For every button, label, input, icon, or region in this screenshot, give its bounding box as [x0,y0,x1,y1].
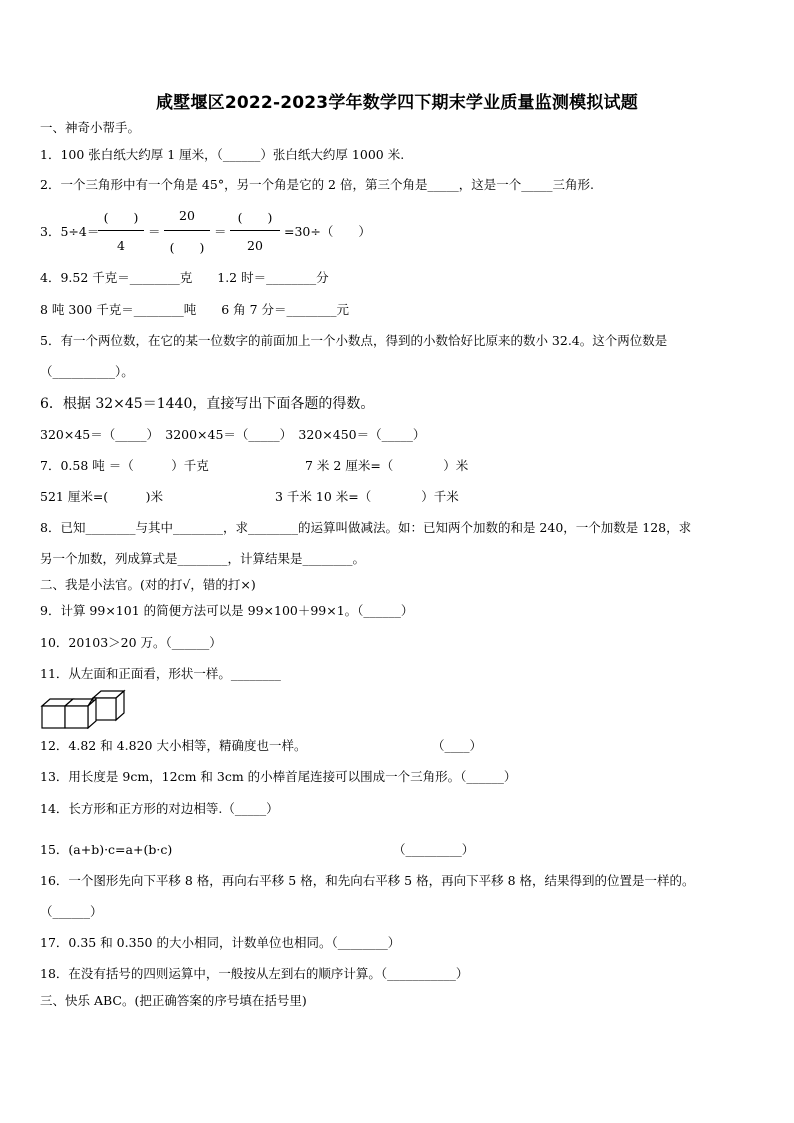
fraction-1-numerator: ( ) [103,210,139,225]
q3-equals-2: ＝ [214,224,227,239]
question-12: 12．4.82 和 4.820 大小相等，精确度也一样。 [40,738,307,753]
question-16-line-1: 16．一个图形先向下平移 8 格，再向右平移 5 格，和先向右平移 5 格，再向下平移 8 格，结果得到的位置是一样的。 [40,873,695,888]
fraction-3-bar [230,230,280,231]
fraction-1-denominator: 4 [117,238,125,253]
question-15: 15．(a+b)·c=a+(b·c) [40,842,173,857]
fraction-3-numerator: ( ) [237,210,273,225]
question-5-line-2: （__________）。 [40,364,134,379]
q3-equals-1: ＝ [148,224,161,239]
fraction-1 [98,208,144,256]
section-1-heading: 一、神奇小帮手。 [40,120,141,135]
question-7-line-1-right: 7 米 2 厘米=（ ）米 [305,458,469,473]
question-12-answer: （____） [432,738,483,753]
question-5-line-1: 5．有一个两位数，在它的某一位数字的前面加上一个小数点，得到的小数恰好比原来的数小 32.4。这个两位数是 [40,333,668,348]
question-15-answer: （_________） [393,842,475,857]
fraction-2-denominator: ( ) [169,240,205,255]
question-13: 13．用长度是 9cm，12cm 和 3cm 的小棒首尾连接可以围成一个三角形。（______） [40,769,517,784]
q3-suffix: =30÷（ ） [284,224,371,239]
question-7-line-2-left: 521 厘米=( )米 [40,489,164,504]
q3-prefix: 3．5÷4＝ [40,224,100,239]
question-2: 2．一个三角形中有一个角是 45°，另一个角是它的 2 倍，第三个角是_____，这是一个_____三角形. [40,177,594,192]
question-1: 1．100 张白纸大约厚 1 厘米，（______）张白纸大约厚 1000 米. [40,147,405,162]
question-9: 9．计算 99×101 的简便方法可以是 99×100＋99×1。（______） [40,603,414,618]
page-title: 咸墅堰区2022-2023学年数学四下期末学业质量监测模拟试题 [156,93,638,113]
cubes-figure [40,689,126,729]
question-10: 10．20103＞20 万。（______） [40,635,222,650]
question-8-line-1: 8．已知________与其中________，求________的运算叫做减法。如：已知两个加数的和是 240，一个加数是 128，求 [40,520,692,535]
question-14: 14．长方形和正方形的对边相等.（_____） [40,801,279,816]
question-6: 6．根据 32×45＝1440，直接写出下面各题的得数。 [40,396,375,412]
fraction-2-numerator: 20 [179,208,195,223]
question-4-line-1: 4．9.52 千克＝________克 1.2 时＝________分 [40,270,329,285]
question-8-line-2: 另一个加数，列成算式是________，计算结果是________。 [40,551,366,566]
fraction-2-bar [164,230,210,231]
question-4-line-2: 8 吨 300 千克＝________吨 6 角 7 分＝________元 [40,302,350,317]
question-6-items: 320×45＝（_____） 3200×45＝（_____） 320×450＝（_____） [40,427,426,442]
fraction-3 [230,208,280,256]
question-18: 18．在没有括号的四则运算中，一般按从左到右的顺序计算。（___________） [40,966,469,981]
question-17: 17．0.35 和 0.350 的大小相同，计数单位也相同。（________） [40,935,401,950]
question-7-line-2-right: 3 千米 10 米=（ ）千米 [275,489,459,504]
cube-1-front [42,706,65,728]
section-3-heading: 三、快乐 ABC。(把正确答案的序号填在括号里) [40,993,307,1008]
cube-2-front [65,706,88,728]
question-11: 11．从左面和正面看，形状一样。________ [40,666,281,681]
fraction-2 [164,208,210,256]
section-2-heading: 二、我是小法官。(对的打√，错的打×) [40,577,256,592]
fraction-3-denominator: 20 [247,238,263,253]
question-16-line-2: （______） [40,904,103,919]
question-7-line-1-left: 7．0.58 吨 ＝（ ）千克 [40,458,209,473]
fraction-1-bar [98,230,144,231]
